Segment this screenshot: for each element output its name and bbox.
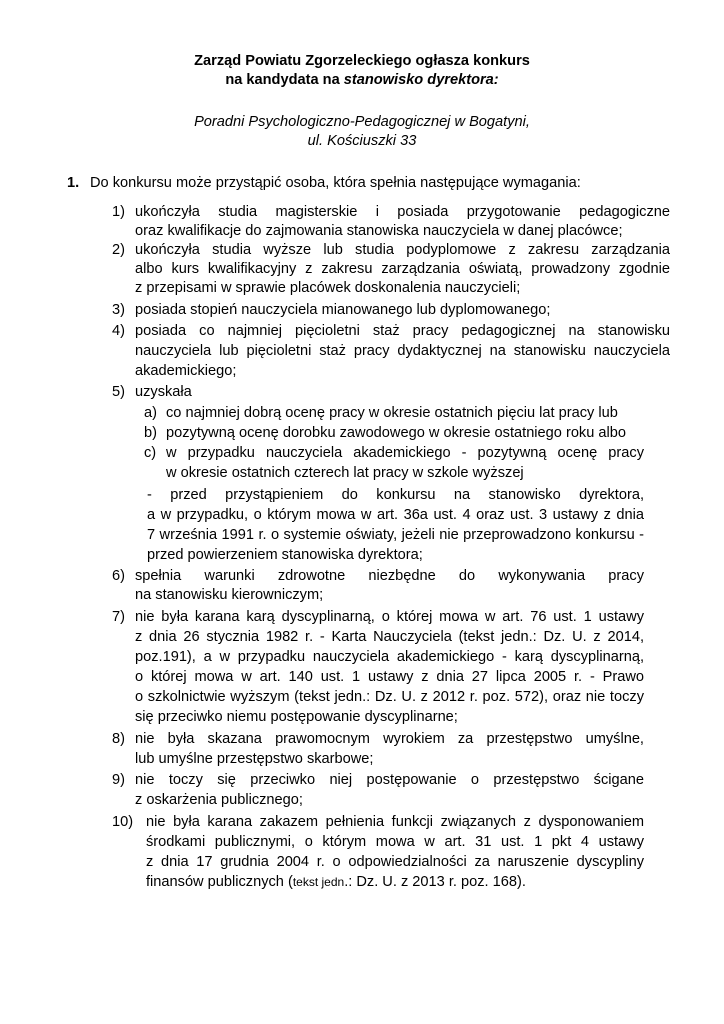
section-number: 1.: [67, 175, 80, 191]
item-number: 7): [112, 609, 125, 625]
subtitle-line-1: Poradni Psychologiczno-Pedagogicznej w Bogatyni,: [194, 114, 530, 130]
item-2-line-1: ukończyła studia wyższe lub studia podyplomowe z zakresu zarządzania: [135, 242, 670, 258]
title-line-2-prefix: na kandydata na: [225, 72, 344, 88]
item-10-line-4: [146, 873, 526, 892]
item-5c-line-2: w okresie ostatnich czterech lat pracy w szkole wyższej: [166, 465, 524, 481]
item-8-line-2: lub umyślne przestępstwo skarbowe;: [135, 751, 374, 767]
title-line-2: [0, 71, 724, 90]
subtitle-line-2: ul. Kościuszki 33: [307, 133, 417, 149]
item-4-line-1: posiada co najmniej pięcioletni staż pracy pedagogicznej na stanowisku: [135, 323, 670, 339]
subitem-letter: c): [144, 445, 157, 461]
item-number: 9): [112, 772, 125, 788]
item-5-line-1: uzyskała: [135, 384, 192, 400]
title-line-1: Zarząd Powiatu Zgorzeleckiego ogłasza konkurs: [194, 53, 530, 69]
title-line-2-italic: stanowisko dyrektora:: [343, 72, 499, 88]
item-6-line-2: na stanowisku kierowniczym;: [135, 587, 324, 603]
item-2-line-3: z przepisami w sprawie placówek doskonalenia nauczycieli;: [135, 280, 521, 296]
item-10-line-1: nie była karana zakazem pełnienia funkcji związanych z dysponowaniem: [146, 814, 644, 830]
item-5-tail-line-4: przed powierzeniem stanowiska dyrektora;: [147, 547, 423, 563]
item-3-line-1: posiada stopień nauczyciela mianowanego lub dyplomowanego;: [135, 302, 551, 318]
subitem-letter: b): [144, 425, 157, 441]
item-10-line-4-a: finansów publicznych (: [146, 874, 293, 890]
item-10-line-3: z dnia 17 grudnia 2004 r. o odpowiedzialności za naruszenie dyscypliny: [146, 854, 644, 870]
item-9-line-2: z oskarżenia publicznego;: [135, 792, 303, 808]
item-2-line-2: albo kurs kwalifikacyjny z zakresu zarządzania oświatą, prowadzony zgodnie: [135, 261, 670, 277]
item-number: 1): [112, 204, 125, 220]
item-7-line-3: poz.191), a w przypadku nauczyciela akademickiego - karą dyscyplinarną,: [135, 649, 644, 665]
item-7-line-6: się przeciwko niemu postępowanie dyscyplinarne;: [135, 709, 458, 725]
item-5-tail-line-2: a w przypadku, o którym mowa w art. 36a ust. 4 oraz ust. 3 ustawy z dnia: [147, 507, 644, 523]
item-10-line-2: środkami publicznymi, o którym mowa w art. 31 ust. 1 pkt 4 ustawy: [146, 834, 644, 850]
item-5-tail-line-3: 7 września 1991 r. o systemie oświaty, jeżeli nie przeprowadzono konkursu -: [147, 527, 644, 543]
item-5b-line-1: pozytywną ocenę dorobku zawodowego w okresie ostatniego roku albo: [166, 425, 626, 441]
section-intro: Do konkursu może przystąpić osoba, która spełnia następujące wymagania:: [90, 175, 581, 191]
item-7-line-1: nie była karana karą dyscyplinarną, o której mowa w art. 76 ust. 1 ustawy: [135, 609, 644, 625]
item-10-line-4-small: tekst jedn: [292, 875, 345, 889]
item-4-line-2: nauczyciela lub pięcioletni staż pracy dydaktycznej na stanowisku nauczyciela: [135, 343, 670, 359]
item-number: 8): [112, 731, 125, 747]
item-number: 3): [112, 302, 125, 318]
item-number: 6): [112, 568, 125, 584]
item-1-line-1: ukończyła studia magisterskie i posiada przygotowanie pedagogiczne: [135, 204, 670, 220]
item-5-tail-line-1: - przed przystąpieniem do konkursu na stanowisko dyrektora,: [147, 487, 644, 503]
item-number: 2): [112, 242, 125, 258]
item-6-line-1: spełnia warunki zdrowotne niezbędne do wykonywania pracy: [135, 568, 644, 584]
item-number: 10): [112, 814, 134, 830]
item-number: 4): [112, 323, 125, 339]
item-7-line-2: z dnia 26 stycznia 1982 r. - Karta Nauczyciela (tekst jedn.: Dz. U. z 2014,: [135, 629, 644, 645]
item-5a-line-1: co najmniej dobrą ocenę pracy w okresie ostatnich pięciu lat pracy lub: [166, 405, 618, 421]
subitem-letter: a): [144, 405, 157, 421]
item-9-line-1: nie toczy się przeciwko niej postępowanie o przestępstwo ścigane: [135, 772, 644, 788]
item-4-line-3: akademickiego;: [135, 363, 237, 379]
item-7-line-5: o szkolnictwie wyższym (tekst jedn.: Dz. U. z 2012 r. poz. 572), oraz nie toczy: [135, 689, 644, 705]
item-number: 5): [112, 384, 125, 400]
item-5c-line-1: w przypadku nauczyciela akademickiego - pozytywną ocenę pracy: [166, 445, 644, 461]
item-1-line-2: oraz kwalifikacje do zajmowania stanowiska nauczyciela w danej placówce;: [135, 223, 623, 239]
item-7-line-4: o której mowa w art. 140 ust. 1 ustawy z dnia 27 lipca 2005 r. - Prawo: [135, 669, 644, 685]
item-10-line-4-b: .: Dz. U. z 2013 r. poz. 168).: [344, 874, 526, 890]
item-8-line-1: nie była skazana prawomocnym wyrokiem za przestępstwo umyślne,: [135, 731, 644, 747]
